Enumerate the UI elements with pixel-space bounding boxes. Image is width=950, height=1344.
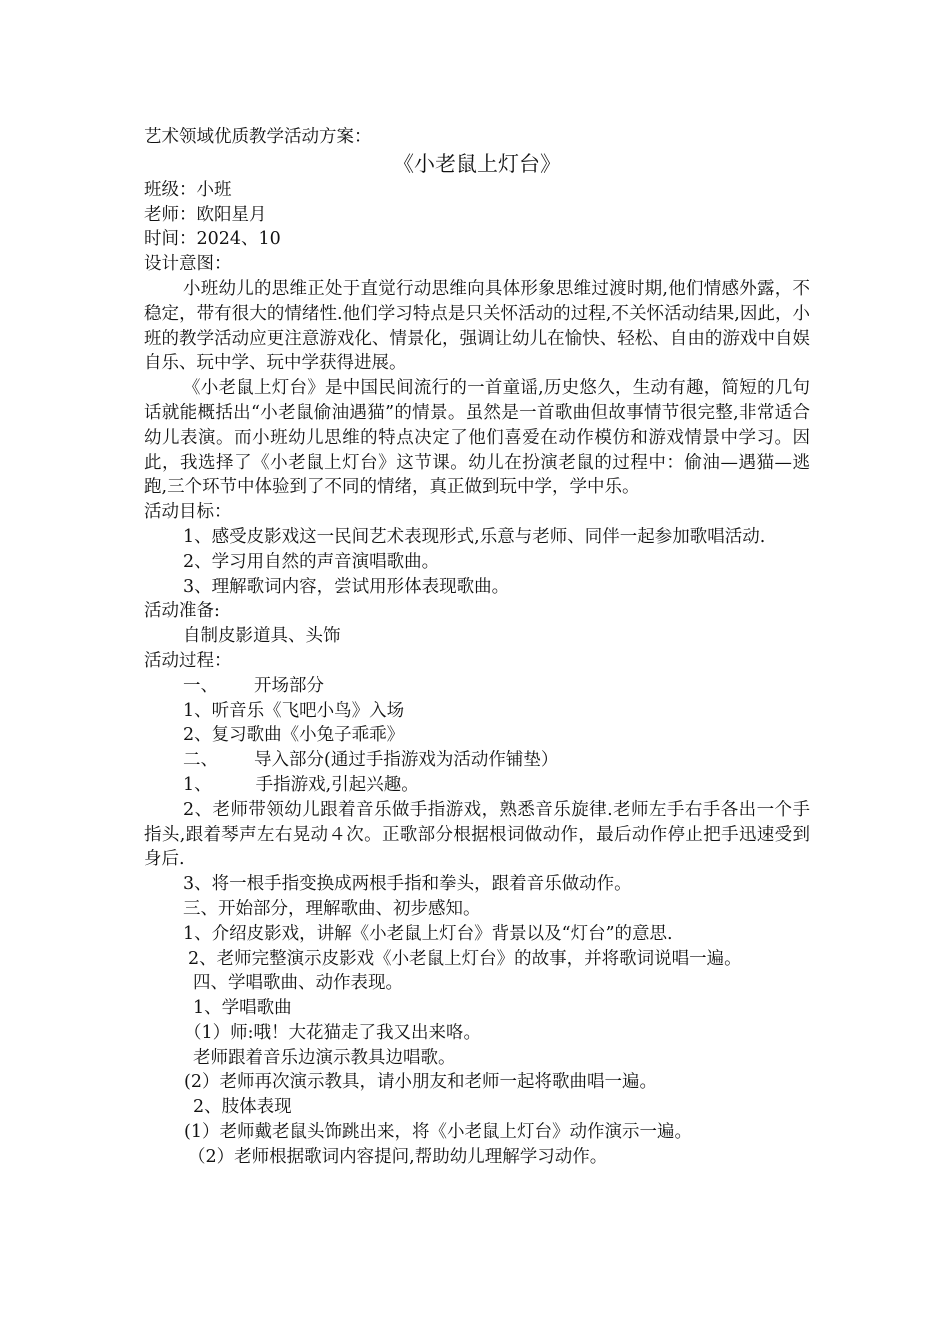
section-3-item-2: 2、老师完整演示皮影戏《小老鼠上灯台》的故事，并将歌词说唱一遍。 [188,948,742,969]
section-2-item-3: 3、将一根手指变换成两根手指和拳头，跟着音乐做动作。 [183,874,632,895]
section-4-item-1b: 老师跟着音乐边演示教具边唱歌。 [193,1047,456,1068]
section-4-item-2a: (1）老师戴老鼠头饰跳出来，将《小老鼠上灯台》动作演示一遍。 [184,1122,692,1143]
section-2-item-2: 2、老师带领幼儿跟着音乐做手指游戏，熟悉音乐旋律.老师左手右手各出一个手指头,跟着琴声左右晃动４次。正歌部分根据根词做动作，最后动作停止把手迅速受到身后. [144,799,810,870]
prep-text: 自制皮影道具、头饰 [183,626,341,647]
section-4-item-1c: (2）老师再次演示教具，请小朋友和老师一起将歌曲唱一遍。 [184,1072,657,1093]
section-1-heading [144,674,810,699]
document-page [144,125,810,1170]
section-4-item-1: 1、学唱歌曲 [193,998,292,1019]
section-1-item-2: 2、复习歌曲《小兔子乖乖》 [183,725,405,746]
section-1-number: 一、 [183,675,218,696]
class-line: 班级：小班 [144,179,232,200]
section-2-item-1-number: 1、 [183,774,212,795]
design-paragraph-1: 小班幼儿的思维正处于直觉行动思维向具体形象思维过渡时期,他们情感外露，不稳定，带有很大的情绪性.他们学习特点是只关怀活动的过程,不关怀活动结果,因此，小班的教学活动应更注意游戏化、情景化，强调让幼儿在愉快、轻松、自由的游戏中自娱自乐、玩中学、玩中学获得进展。 [144,278,810,374]
section-4-heading: 四、学唱歌曲、动作表现。 [193,973,403,994]
section-2-number: 二、 [183,750,218,771]
design-paragraph-2: 《小老鼠上灯台》是中国民间流行的一首童谣,历史悠久，生动有趣，简短的几句话就能概括出“小老鼠偷油遇猫”的情景。虽然是一首歌曲但故事情节很完整,非常适合幼儿表演。而小班幼儿思维的特点决定了他们喜爱在动作模仿和游戏情景中学习。因此，我选择了《小老鼠上灯台》这节课。幼儿在扮演老鼠的过程中：偷油—遇猫—逃跑,三个环节中体验到了不同的情绪，真正做到玩中学，学中乐。 [144,378,810,498]
section-1-item-1: 1、听音乐《飞吧小鸟》入场 [183,700,405,721]
document-header: 艺术领域优质教学活动方案： [144,127,372,147]
goal-3: 3、理解歌词内容，尝试用形体表现歌曲。 [183,576,510,597]
document-title: 《小老鼠上灯台》 [393,151,561,176]
section-2-item-1 [144,773,810,798]
section-3-heading: 三、开始部分，理解歌曲、初步感知。 [183,898,481,919]
section-4-item-1a: （1）师:哦！大花猫走了我又出来咯。 [184,1022,482,1043]
goals-heading: 活动目标： [144,502,232,523]
prep-heading: 活动准备: [144,601,220,622]
process-heading: 活动过程： [144,650,232,671]
section-1-text: 开场部分 [254,675,324,696]
teacher-line: 老师：欧阳星月 [144,204,267,225]
time-line: 时间：2024、10 [144,229,281,250]
goal-2: 2、学习用自然的声音演唱歌曲。 [183,551,440,572]
goal-1: 1、感受皮影戏这一民间艺术表现形式,乐意与老师、同伴一起参加歌唱活动. [183,526,766,547]
section-4-item-2: 2、肢体表现 [193,1097,292,1118]
section-4-item-2b: （2）老师根据歌词内容提问,帮助幼儿理解学习动作。 [188,1146,608,1167]
section-3-item-1: 1、介绍皮影戏，讲解《小老鼠上灯台》背景以及“灯台”的意思. [183,923,673,944]
section-2-item-1-text: 手指游戏,引起兴趣。 [255,774,419,795]
section-2-text: 导入部分(通过手指游戏为活动作铺垫） [254,750,559,771]
design-heading: 设计意图： [144,254,232,275]
section-2-heading [144,748,810,773]
